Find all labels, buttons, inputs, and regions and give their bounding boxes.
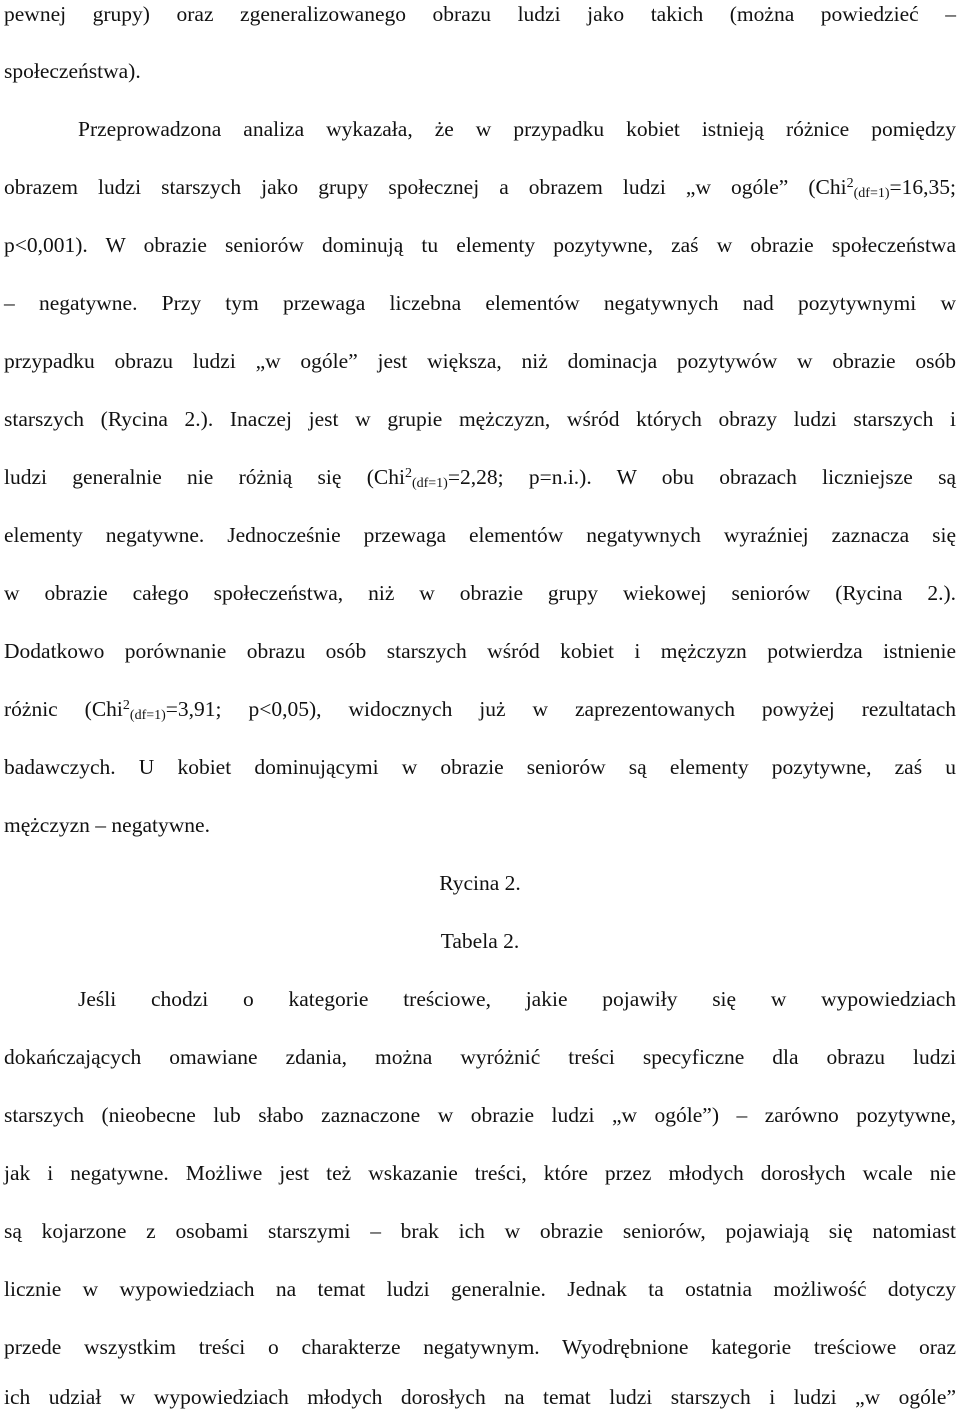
text-line: starszych (nieobecne lub słabo zaznaczone w obrazie ludzi „w ogóle”) – zarówno pozytywne, [4, 1103, 956, 1127]
text-line: ich udział w wypowiedziach młodych dorosłych na temat ludzi starszych i ludzi „w ogóle” [4, 1385, 956, 1409]
text-segment: =2,28; p=n.i.). W obu obrazach liczniejsze są [447, 465, 957, 489]
superscript: 2 [404, 466, 412, 481]
text-line [4, 173, 956, 201]
text-line: są kojarzone z osobami starszymi – brak ich w obrazie seniorów, pojawiają się natomiast [4, 1219, 956, 1243]
text-segment: =16,35; [889, 175, 956, 199]
text-line: badawczych. U kobiet dominującymi w obrazie seniorów są elementy pozytywne, zaś u [4, 755, 956, 779]
text-line: pewnej grupy) oraz zgeneralizowanego obrazu ludzi jako takich (można powiedzieć – [4, 2, 956, 26]
superscript: 2 [846, 176, 854, 191]
text-line: mężczyzn – negatywne. [4, 813, 210, 837]
text-line: elementy negatywne. Jednocześnie przewaga elementów negatywnych wyraźniej zaznacza się [4, 523, 956, 547]
text-line: w obrazie całego społeczeństwa, niż w obrazie grupy wiekowej seniorów (Rycina 2.). [4, 581, 956, 605]
text-line [4, 695, 956, 723]
text-segment: =3,91; p<0,05), widocznych już w zaprezentowanych powyżej rezultatach [165, 697, 956, 721]
text-line: Jeśli chodzi o kategorie treściowe, jakie pojawiły się w wypowiedziach [78, 987, 956, 1011]
superscript: 2 [122, 698, 130, 713]
subscript: (df=1) [853, 186, 890, 201]
text-segment: obrazem ludzi starszych jako grupy społecznej a obrazem ludzi „w ogóle” (Chi [4, 175, 847, 199]
text-segment: różnic (Chi [4, 697, 123, 721]
text-line: społeczeństwa). [4, 59, 141, 83]
figure-caption: Rycina 2. [439, 871, 521, 895]
text-line: starszych (Rycina 2.). Inaczej jest w grupie mężczyzn, wśród których obrazy ludzi starszych i [4, 407, 956, 431]
text-line: Dodatkowo porównanie obrazu osób starszych wśród kobiet i mężczyzn potwierdza istnienie [4, 639, 956, 663]
subscript: (df=1) [411, 476, 448, 491]
text-line: przypadku obrazu ludzi „w ogóle” jest większa, niż dominacja pozytywów w obrazie osób [4, 349, 956, 373]
subscript: (df=1) [129, 708, 166, 723]
text-line: dokańczających omawiane zdania, można wyróżnić treści specyficzne dla obrazu ludzi [4, 1045, 956, 1069]
text-line [4, 463, 956, 491]
text-line: p<0,001). W obrazie seniorów dominują tu elementy pozytywne, zaś w obrazie społeczeństwa [4, 233, 956, 257]
text-line: przede wszystkim treści o charakterze negatywnym. Wyodrębnione kategorie treściowe oraz [4, 1335, 956, 1359]
text-line: licznie w wypowiedziach na temat ludzi generalnie. Jednak ta ostatnia możliwość dotyczy [4, 1277, 956, 1301]
text-segment: ludzi generalnie nie różnią się (Chi [4, 465, 405, 489]
text-line: Przeprowadzona analiza wykazała, że w przypadku kobiet istnieją różnice pomiędzy [78, 117, 956, 141]
text-line: – negatywne. Przy tym przewaga liczebna elementów negatywnych nad pozytywnymi w [4, 291, 956, 315]
text-line: jak i negatywne. Możliwe jest też wskazanie treści, które przez młodych dorosłych wcale nie [4, 1161, 956, 1185]
table-caption: Tabela 2. [440, 929, 520, 953]
